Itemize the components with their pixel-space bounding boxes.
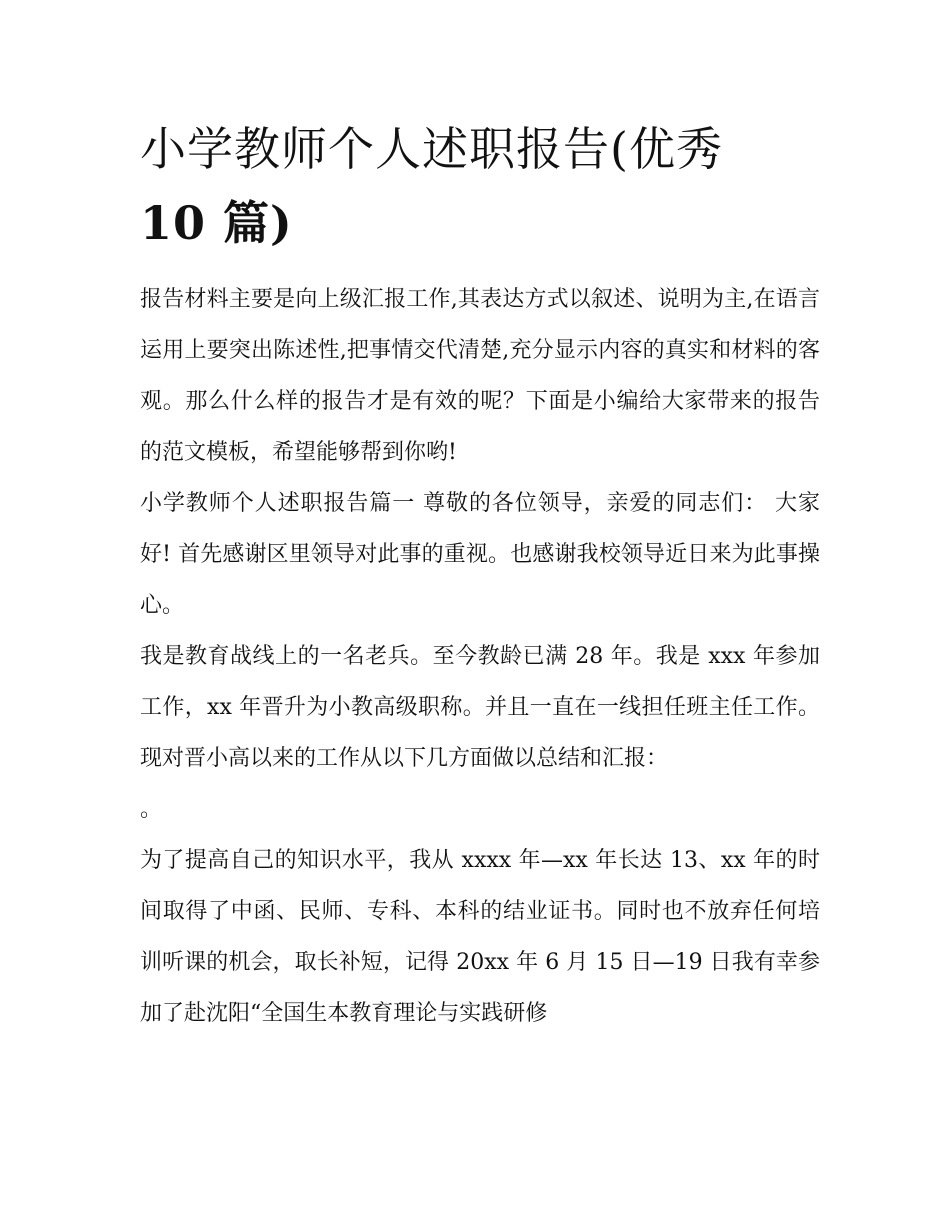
title-line-2: 篇) [206, 196, 293, 250]
separator-paragraph: 。 [140, 797, 163, 822]
training-paragraph: 为了提高自己的知识水平，我从 xxxx 年—xx 年长达 13、xx 年的时间取得了中函、民师、专科、本科的结业证书。同时也不放弃任何培训听课的机会，取长补短，记得 20xx 年 6 月 15 日—19 日我有幸参加了赴沈阳“全国生本教育理论与实践研修 [140, 848, 820, 1026]
intro-paragraph: 报告材料主要是向上级汇报工作,其表达方式以叙述、说明为主,在语言运用上要突出陈述性,把事情交代清楚,充分显示内容的真实和材料的客观。那么什么样的报告才是有效的呢？下面是小编给大家带来的报告的范文模板，希望能够帮到你哟! [140, 287, 820, 465]
background-paragraph: 我是教育战线上的一名老兵。至今教龄已满 28 年。我是 xxx 年参加工作，xx 年晋升为小教高级职称。并且一直在一线担任班主任工作。现对晋小高以来的工作从以下几方面做以总结和汇报： [140, 644, 820, 771]
greeting-paragraph: 小学教师个人述职报告篇一 尊敬的各位领导，亲爱的同志们： 大家好! 首先感谢区里领导对此事的重视。也感谢我校领导近日来为此事操心。 [140, 491, 820, 618]
document-title [140, 112, 820, 260]
title-number: 10 [140, 196, 207, 250]
title-line-1: 小学教师个人述职报告(优秀 [140, 122, 723, 176]
document-page [140, 112, 820, 1039]
